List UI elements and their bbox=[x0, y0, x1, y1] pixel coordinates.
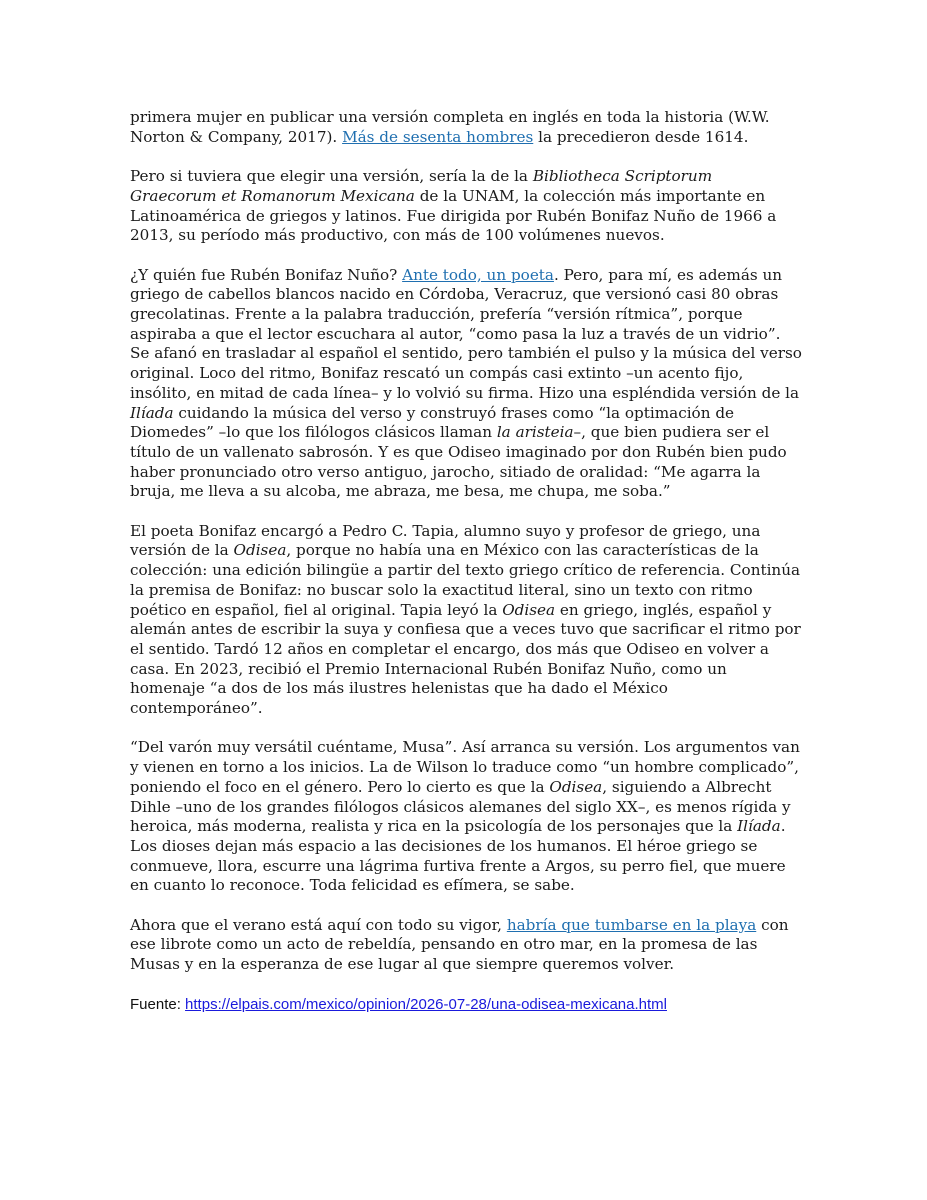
text-run: de la UNAM, la colección más importante en Latinoamérica de griegos y latinos. Fue dirigida por Rubén Bonifaz Nuño de 1966 a 2013, su período más productivo, con más de 100 volúmenes nuevos. bbox=[130, 186, 777, 245]
paragraph-5 bbox=[130, 738, 802, 896]
paragraph-6 bbox=[130, 916, 802, 975]
text-run: , porque no había una en México con las características de la colección: una edición bilingüe a partir del texto griego crítico de referencia. Continúa la premisa de Bonifaz: no buscar solo la exactitud literal, sino un texto con ritmo poético en español, fiel al original. Tapia leyó la bbox=[130, 541, 801, 619]
document-body bbox=[130, 108, 802, 1034]
text-run: “Del varón muy versátil cuéntame, Musa”. Así arranca su versión. Los argumentos van y vienen en torno a los inicios. La de Wilson lo traduce como “un hombre complicado”, poniendo el foco en el género. Pero lo cierto es que la bbox=[130, 738, 800, 796]
paragraph-3 bbox=[130, 266, 802, 502]
source-label: Fuente: bbox=[130, 995, 186, 1013]
inline-link[interactable]: habría que tumbarse en la playa bbox=[506, 915, 757, 934]
text-run: en griego, inglés, español y alemán antes de escribir la suya y confiesa que a veces tuvo que sacrificar el ritmo por el sentido. Tardó 12 años en completar el encargo, dos más que Odiseo en volver a casa. En 2023, recibió el Premio Internacional Rubén Bonifaz Nuño, como un homenaje “a dos de los más ilustres helenistas que ha dado el México contemporáneo”. bbox=[130, 600, 801, 718]
paragraph-1 bbox=[130, 108, 802, 147]
text-run: con ese librote como un acto de rebeldía, pensando en otro mar, en la promesa de las Musas y en la esperanza de ese lugar al que siempre queremos volver. bbox=[130, 915, 789, 974]
inline-link[interactable]: Ante todo, un poeta bbox=[402, 265, 554, 284]
paragraph-2 bbox=[130, 167, 802, 246]
text-run: Pero si tuviera que elegir una versión, sería la de la bbox=[130, 167, 533, 186]
paragraph-4 bbox=[130, 522, 802, 719]
text-run: la precedieron desde 1614. bbox=[533, 127, 749, 146]
text-run: ¿Y quién fue Rubén Bonifaz Nuño? bbox=[130, 265, 403, 284]
italic-title: Odisea bbox=[233, 541, 287, 560]
text-run: cuidando la música del verso y construyó frases como “la optimación de Diomedes” –lo que los filólogos clásicos llaman bbox=[130, 403, 735, 442]
italic-title: Odisea bbox=[549, 777, 603, 796]
italic-title: Bibliotheca Scriptorum Graecorum et Romanorum Mexicana bbox=[130, 167, 713, 205]
source-line bbox=[130, 995, 802, 1015]
text-run: . Los dioses dejan más espacio a las decisiones de los humanos. El héroe griego se conmueve, llora, escurre una lágrima furtiva frente a Argos, su perro fiel, que muere en cuanto lo reconoce. Toda felicidad es efímera, se sabe. bbox=[130, 817, 786, 895]
italic-title: la aristeia bbox=[496, 423, 574, 442]
text-run: , siguiendo a Albrecht Dihle –uno de los grandes filólogos clásicos alemanes del siglo XX–, es menos rígida y heroica, más moderna, realista y rica en la psicología de los personajes que la bbox=[130, 777, 791, 836]
italic-title: Ilíada bbox=[130, 403, 174, 422]
source-link[interactable]: https://elpais.com/mexico/opinion/2026-07-28/una-odisea-mexicana.html bbox=[185, 995, 667, 1013]
article-text bbox=[130, 108, 802, 975]
text-run: El poeta Bonifaz encargó a Pedro C. Tapia, alumno suyo y profesor de griego, una versión de la bbox=[130, 521, 761, 560]
text-run: Ahora que el verano está aquí con todo su vigor, bbox=[130, 915, 507, 934]
text-run: –, que bien pudiera ser el título de un vallenato sabrosón. Y es que Odiseo imaginado por don Rubén bien pudo haber pronunciado otro verso antiguo, jarocho, sitiado de oralidad: “Me agarra la bruja, me lleva a su alcoba, me abraza, me besa, me chupa, me soba.” bbox=[130, 423, 787, 501]
text-run: primera mujer en publicar una versión completa en inglés en toda la historia (W.W. Norton & Company, 2017). bbox=[130, 108, 770, 146]
italic-title: Ilíada bbox=[737, 817, 781, 836]
inline-link[interactable]: Más de sesenta hombres bbox=[342, 127, 534, 146]
text-run: . Pero, para mí, es además un griego de cabellos blancos nacido en Córdoba, Veracruz, que versionó casi 80 obras grecolatinas. Frente a la palabra traducción, prefería “versión rítmica”, porque aspiraba a que el lector escuchara al autor, “como pasa la luz a través de un vidrio”. Se afanó en trasladar al español el sentido, pero también el pulso y la música del verso original. Loco del ritmo, Bonifaz rescató un compás casi extinto –un acento fijo, insólito, en mitad de cada línea– y lo volvió su firma. Hizo una espléndida versión de la bbox=[130, 265, 802, 402]
italic-title: Odisea bbox=[502, 600, 556, 619]
